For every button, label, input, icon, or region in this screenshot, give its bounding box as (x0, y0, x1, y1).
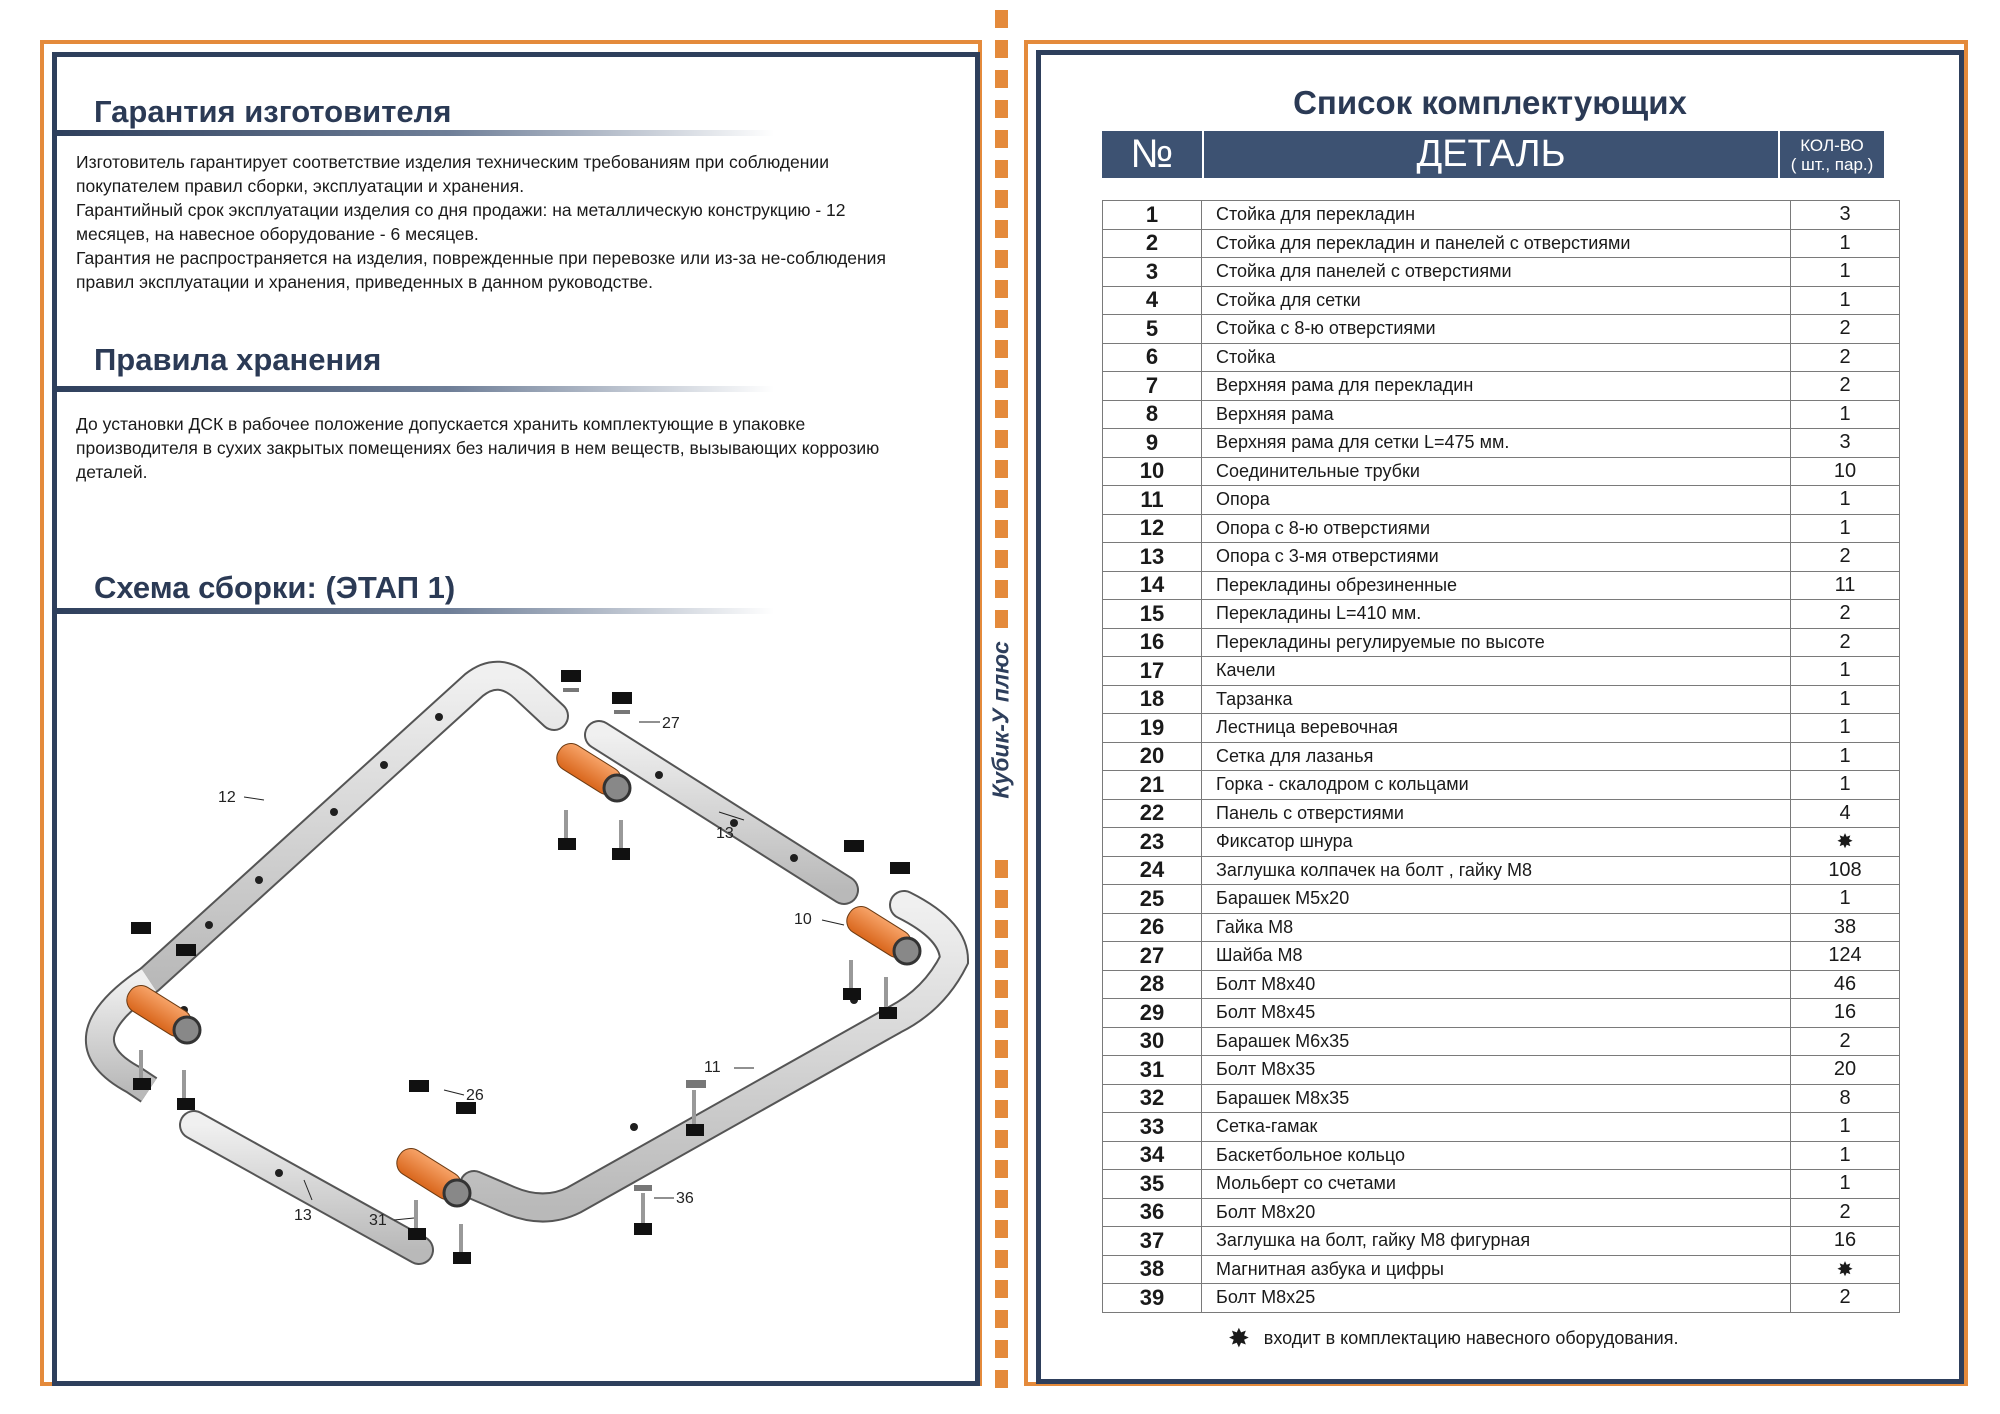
row-number: 13 (1103, 543, 1202, 572)
scheme-underline (54, 608, 774, 614)
row-quantity: 3 (1791, 429, 1900, 458)
callouts (218, 715, 844, 1229)
row-detail: Перекладины L=410 мм. (1202, 600, 1791, 629)
row-detail: Болт М8х20 (1202, 1198, 1791, 1227)
row-quantity: 1 (1791, 1141, 1900, 1170)
table-row (1103, 571, 1900, 600)
spine-dash (995, 430, 1008, 448)
table-row (1103, 543, 1900, 572)
row-detail: Качели (1202, 657, 1791, 686)
spine-dash (995, 580, 1008, 598)
spine-dash (995, 890, 1008, 908)
row-detail: Болт М8х25 (1202, 1284, 1791, 1313)
row-detail: Заглушка на болт, гайку М8 фигурная (1202, 1227, 1791, 1256)
row-number: 18 (1103, 685, 1202, 714)
label-31: 31 (369, 1212, 387, 1229)
spine-dash (995, 1250, 1008, 1268)
spine-dash (995, 400, 1008, 418)
scheme-title (94, 570, 455, 606)
row-number: 5 (1103, 315, 1202, 344)
row-detail: Стойка (1202, 343, 1791, 372)
table-row (1103, 400, 1900, 429)
star-icon: ✸ (1228, 1323, 1250, 1353)
table-row (1103, 771, 1900, 800)
table-row (1103, 429, 1900, 458)
label-36: 36 (676, 1190, 694, 1207)
table-row (1103, 1056, 1900, 1085)
row-quantity: 1 (1791, 885, 1900, 914)
table-row (1103, 1170, 1900, 1199)
row-number: 2 (1103, 229, 1202, 258)
row-number: 31 (1103, 1056, 1202, 1085)
warranty-line: Гарантия не распространяется на изделия, поврежденные при перевозке или из-за не-соблюдения (76, 248, 886, 268)
row-detail: Стойка для панелей с отверстиями (1202, 258, 1791, 287)
warranty-line: правил эксплуатации и хранения, приведенных в данном руководстве. (76, 272, 654, 292)
table-row (1103, 1027, 1900, 1056)
row-quantity: 4 (1791, 799, 1900, 828)
table-row (1103, 514, 1900, 543)
spine-dash (995, 160, 1008, 178)
table-row (1103, 600, 1900, 629)
spine-dash (995, 1070, 1008, 1088)
spine-dash (995, 340, 1008, 358)
spine-dash (995, 280, 1008, 298)
row-quantity: 124 (1791, 942, 1900, 971)
row-detail: Верхняя рама для перекладин (1202, 372, 1791, 401)
row-number: 38 (1103, 1255, 1202, 1284)
row-quantity: 2 (1791, 1027, 1900, 1056)
row-number: 32 (1103, 1084, 1202, 1113)
table-row (1103, 1113, 1900, 1142)
row-number: 26 (1103, 913, 1202, 942)
row-quantity: 1 (1791, 514, 1900, 543)
row-detail: Лестница веревочная (1202, 714, 1791, 743)
storage-line: До установки ДСК в рабочее положение допускается хранить комплектующие в упаковке (76, 414, 806, 434)
row-quantity: 1 (1791, 657, 1900, 686)
row-quantity: 2 (1791, 543, 1900, 572)
table-row (1103, 685, 1900, 714)
row-number: 12 (1103, 514, 1202, 543)
table-row (1103, 1084, 1900, 1113)
row-quantity: 10 (1791, 457, 1900, 486)
footnote (1228, 1325, 1678, 1351)
row-quantity: 2 (1791, 372, 1900, 401)
row-detail: Сетка-гамак (1202, 1113, 1791, 1142)
label-26: 26 (466, 1087, 484, 1104)
table-row (1103, 628, 1900, 657)
warranty-line: покупателем правил сборки, эксплуатации и хранения. (76, 176, 525, 196)
row-number: 4 (1103, 286, 1202, 315)
table-row (1103, 315, 1900, 344)
row-detail: Сетка для лазанья (1202, 742, 1791, 771)
row-detail: Стойка для перекладин и панелей с отверстиями (1202, 229, 1791, 258)
row-detail: Опора с 3-мя отверстиями (1202, 543, 1791, 572)
spine-dash (995, 920, 1008, 938)
row-detail: Барашек М5х20 (1202, 885, 1791, 914)
spine-dash (995, 610, 1008, 628)
row-detail: Стойка для сетки (1202, 286, 1791, 315)
row-quantity: 108 (1791, 856, 1900, 885)
row-quantity: 1 (1791, 714, 1900, 743)
row-number: 21 (1103, 771, 1202, 800)
header-quantity (1780, 131, 1884, 178)
row-quantity: 46 (1791, 970, 1900, 999)
row-detail: Магнитная азбука и цифры (1202, 1255, 1791, 1284)
row-detail: Болт М8х35 (1202, 1056, 1791, 1085)
warranty-line: Гарантийный срок эксплуатации изделия со дня продажи: на металлическую конструкцию - 12 (76, 200, 846, 220)
spine-dash (995, 190, 1008, 208)
spine-dash (995, 860, 1008, 878)
row-detail: Болт М8х45 (1202, 999, 1791, 1028)
row-quantity: 3 (1791, 201, 1900, 230)
row-detail: Барашек М6х35 (1202, 1027, 1791, 1056)
header-quantity-line1: КОЛ-ВО (1800, 135, 1864, 155)
table-row (1103, 343, 1900, 372)
warranty-text (76, 150, 956, 294)
table-row (1103, 229, 1900, 258)
row-detail: Верхняя рама (1202, 400, 1791, 429)
row-quantity: 2 (1791, 315, 1900, 344)
warranty-title: Гарантия изготовителя (94, 94, 452, 129)
row-number: 8 (1103, 400, 1202, 429)
row-number: 35 (1103, 1170, 1202, 1199)
spine-brand-text: Кубик-У плюс (987, 641, 1014, 799)
table-row (1103, 942, 1900, 971)
scheme-title-text: Схема сборки: (94, 570, 326, 605)
spine-dash (995, 1340, 1008, 1358)
table-row (1103, 1198, 1900, 1227)
row-detail: Стойка для перекладин (1202, 201, 1791, 230)
row-number: 7 (1103, 372, 1202, 401)
row-number: 30 (1103, 1027, 1202, 1056)
row-number: 36 (1103, 1198, 1202, 1227)
label-12: 12 (218, 789, 236, 806)
spine-dash (995, 1310, 1008, 1328)
table-row (1103, 1141, 1900, 1170)
spine-brand-label (986, 640, 1016, 800)
row-quantity: 2 (1791, 1198, 1900, 1227)
table-row (1103, 457, 1900, 486)
spine-dash (995, 1130, 1008, 1148)
storage-title: Правила хранения (94, 342, 382, 377)
spine-dash (995, 950, 1008, 968)
table-row (1103, 742, 1900, 771)
row-quantity: 38 (1791, 913, 1900, 942)
row-quantity: 1 (1791, 742, 1900, 771)
header-detail: ДЕТАЛЬ (1204, 131, 1778, 178)
row-number: 10 (1103, 457, 1202, 486)
spine-dash (995, 1160, 1008, 1178)
row-number: 16 (1103, 628, 1202, 657)
row-detail: Верхняя рама для сетки L=475 мм. (1202, 429, 1791, 458)
table-row (1103, 1227, 1900, 1256)
table-row (1103, 486, 1900, 515)
label-27: 27 (662, 715, 680, 732)
row-quantity: 1 (1791, 1113, 1900, 1142)
row-detail: Опора (1202, 486, 1791, 515)
table-row (1103, 657, 1900, 686)
row-number: 29 (1103, 999, 1202, 1028)
row-number: 27 (1103, 942, 1202, 971)
table-row (1103, 1255, 1900, 1284)
table-row (1103, 913, 1900, 942)
scheme-stage: (ЭТАП 1) (325, 570, 456, 605)
label-11: 11 (704, 1059, 721, 1076)
assembly-diagram (54, 640, 974, 1280)
row-number: 14 (1103, 571, 1202, 600)
row-quantity: 2 (1791, 600, 1900, 629)
row-detail: Тарзанка (1202, 685, 1791, 714)
spine-dash (995, 1010, 1008, 1028)
spine-dash (995, 460, 1008, 478)
row-number: 28 (1103, 970, 1202, 999)
row-number: 37 (1103, 1227, 1202, 1256)
connector-tube-left (122, 981, 200, 1043)
row-detail: Барашек М8х35 (1202, 1084, 1791, 1113)
row-quantity: ✸ (1791, 1255, 1900, 1284)
table-row (1103, 828, 1900, 857)
row-detail: Мольберт со счетами (1202, 1170, 1791, 1199)
row-quantity: 1 (1791, 1170, 1900, 1199)
row-quantity: 1 (1791, 486, 1900, 515)
spine-dash (995, 40, 1008, 58)
spine-dash (995, 1040, 1008, 1058)
parts-table (1102, 200, 1900, 1313)
row-quantity: 2 (1791, 628, 1900, 657)
row-quantity: ✸ (1791, 828, 1900, 857)
spine-dash (995, 980, 1008, 998)
row-number: 25 (1103, 885, 1202, 914)
row-number: 1 (1103, 201, 1202, 230)
row-number: 11 (1103, 486, 1202, 515)
row-number: 24 (1103, 856, 1202, 885)
row-quantity: 1 (1791, 229, 1900, 258)
row-detail: Перекладины обрезиненные (1202, 571, 1791, 600)
table-row (1103, 201, 1900, 230)
row-quantity: 11 (1791, 571, 1900, 600)
table-row (1103, 970, 1900, 999)
row-detail: Перекладины регулируемые по высоте (1202, 628, 1791, 657)
row-number: 19 (1103, 714, 1202, 743)
spine-dash (995, 1370, 1008, 1388)
table-row (1103, 999, 1900, 1028)
fastener-stacks (131, 670, 910, 1264)
parts-list-title: Список комплектующих (1293, 84, 1687, 121)
row-detail: Опора с 8-ю отверстиями (1202, 514, 1791, 543)
row-detail: Стойка с 8-ю отверстиями (1202, 315, 1791, 344)
row-detail: Баскетбольное кольцо (1202, 1141, 1791, 1170)
spine-dash (995, 130, 1008, 148)
row-quantity: 16 (1791, 1227, 1900, 1256)
table-row (1103, 885, 1900, 914)
label-13-top: 13 (716, 825, 734, 842)
warranty-underline (54, 130, 774, 136)
row-number: 39 (1103, 1284, 1202, 1313)
row-quantity: 1 (1791, 258, 1900, 287)
spine-dash (995, 10, 1008, 28)
warranty-line: месяцев, на навесное оборудование - 6 месяцев. (76, 224, 479, 244)
row-number: 15 (1103, 600, 1202, 629)
table-row (1103, 799, 1900, 828)
row-number: 22 (1103, 799, 1202, 828)
row-quantity: 2 (1791, 343, 1900, 372)
footnote-text: входит в комплектацию навесного оборудования. (1263, 1327, 1679, 1348)
table-row (1103, 1284, 1900, 1313)
row-quantity: 8 (1791, 1084, 1900, 1113)
spine-dash (995, 1220, 1008, 1238)
label-10: 10 (794, 911, 812, 928)
header-number: № (1102, 131, 1202, 178)
spine-dash (995, 250, 1008, 268)
table-row (1103, 286, 1900, 315)
spine-dash (995, 220, 1008, 238)
row-quantity: 2 (1791, 1284, 1900, 1313)
row-quantity: 1 (1791, 685, 1900, 714)
row-detail: Горка - скалодром с кольцами (1202, 771, 1791, 800)
row-number: 23 (1103, 828, 1202, 857)
spine-dash (995, 100, 1008, 118)
row-quantity: 1 (1791, 771, 1900, 800)
spine-dash (995, 1100, 1008, 1118)
row-number: 3 (1103, 258, 1202, 287)
spine-dash (995, 550, 1008, 568)
row-quantity: 16 (1791, 999, 1900, 1028)
row-number: 34 (1103, 1141, 1202, 1170)
row-quantity: 20 (1791, 1056, 1900, 1085)
spine-dash (995, 70, 1008, 88)
spine-dash (995, 490, 1008, 508)
row-quantity: 1 (1791, 400, 1900, 429)
row-detail: Заглушка колпачек на болт , гайку М8 (1202, 856, 1791, 885)
row-detail: Гайка М8 (1202, 913, 1791, 942)
row-quantity: 1 (1791, 286, 1900, 315)
spine-dash (995, 1280, 1008, 1298)
storage-line: деталей. (76, 462, 148, 482)
warranty-line: Изготовитель гарантирует соответствие изделия техническим требованиям при соблюдении (76, 152, 829, 172)
table-row (1103, 258, 1900, 287)
table-row (1103, 714, 1900, 743)
spine-dash (995, 520, 1008, 538)
row-number: 6 (1103, 343, 1202, 372)
table-row (1103, 856, 1900, 885)
storage-line: производителя в сухих закрытых помещениях без наличия в нем веществ, вызывающих коррозию (76, 438, 880, 458)
row-detail: Фиксатор шнура (1202, 828, 1791, 857)
row-number: 9 (1103, 429, 1202, 458)
row-number: 17 (1103, 657, 1202, 686)
row-detail: Панель с отверстиями (1202, 799, 1791, 828)
storage-text (76, 412, 956, 484)
row-number: 33 (1103, 1113, 1202, 1142)
label-13-bottom: 13 (294, 1207, 312, 1224)
spine-dash (995, 310, 1008, 328)
row-number: 20 (1103, 742, 1202, 771)
spine-dash (995, 1190, 1008, 1208)
storage-underline (54, 386, 774, 392)
table-row (1103, 372, 1900, 401)
row-detail: Болт М8х40 (1202, 970, 1791, 999)
row-detail: Шайба М8 (1202, 942, 1791, 971)
connector-tube-bottom (392, 1144, 470, 1206)
spine-dash (995, 370, 1008, 388)
header-quantity-line2: ( шт., пар.) (1790, 154, 1874, 174)
row-detail: Соединительные трубки (1202, 457, 1791, 486)
